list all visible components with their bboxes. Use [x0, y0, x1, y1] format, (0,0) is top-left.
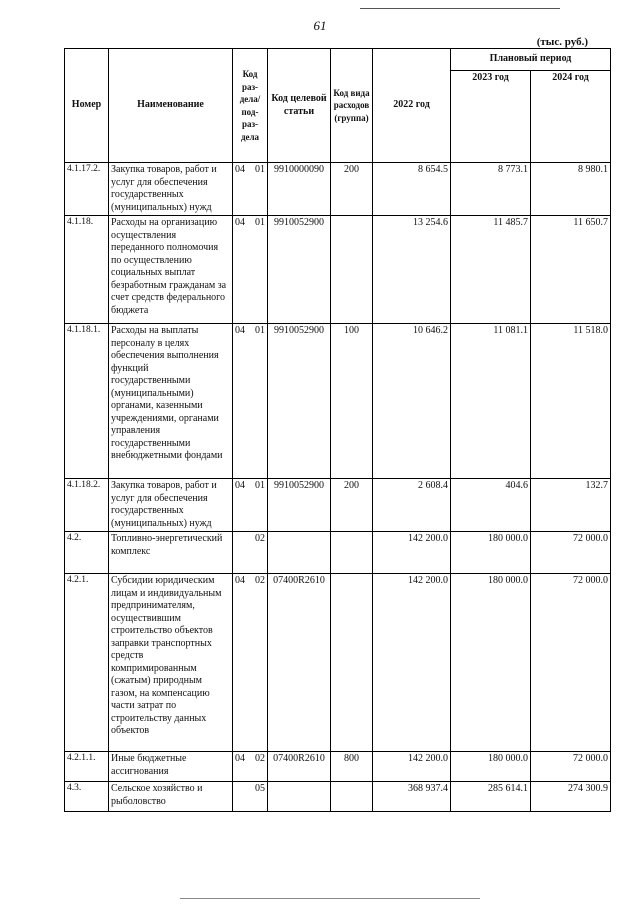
- row-target: 07400R2610: [268, 752, 331, 782]
- row-rz: 04: [233, 479, 249, 532]
- row-rz: 04: [233, 324, 249, 479]
- row-2022: 8 654.5: [373, 163, 451, 216]
- row-prz: 01: [249, 479, 268, 532]
- row-vid: [331, 216, 373, 324]
- row-rz: 04: [233, 163, 249, 216]
- row-vid: 200: [331, 163, 373, 216]
- row-prz: 02: [249, 574, 268, 752]
- table-row: [65, 574, 611, 752]
- row-name: Расходы на организацию осуществления переданного полномочия по осуществлению социальных выплат безработным гражданам за счет средств федерального бюджета: [109, 216, 233, 324]
- row-2022: 142 200.0: [373, 752, 451, 782]
- header-name: Наименование: [109, 49, 233, 163]
- row-vid: 100: [331, 324, 373, 479]
- row-target: 9910052900: [268, 479, 331, 532]
- row-2023: 11 485.7: [451, 216, 531, 324]
- row-num: 4.3.: [65, 782, 109, 812]
- row-name: Иные бюджетные ассигнования: [109, 752, 233, 782]
- row-rz: [233, 782, 249, 812]
- scan-mark: [360, 8, 560, 9]
- units-label: (тыс. руб.): [536, 36, 588, 48]
- row-target: 9910052900: [268, 216, 331, 324]
- row-rz: [233, 532, 249, 574]
- row-2023: 180 000.0: [451, 532, 531, 574]
- row-2023: 11 081.1: [451, 324, 531, 479]
- header-2022: 2022 год: [373, 49, 451, 163]
- row-num: 4.1.18.: [65, 216, 109, 324]
- row-2022: 142 200.0: [373, 574, 451, 752]
- row-vid: [331, 532, 373, 574]
- row-2024: 72 000.0: [531, 752, 611, 782]
- row-num: 4.1.18.1.: [65, 324, 109, 479]
- row-2022: 2 608.4: [373, 479, 451, 532]
- row-2022: 13 254.6: [373, 216, 451, 324]
- row-2024: 274 300.9: [531, 782, 611, 812]
- budget-table: [64, 48, 611, 812]
- table-row: [65, 163, 611, 216]
- header-num: Номер: [65, 49, 109, 163]
- row-name: Топливно-энергетический комплекс: [109, 532, 233, 574]
- row-num: 4.1.17.2.: [65, 163, 109, 216]
- row-rz: 04: [233, 574, 249, 752]
- row-prz: 01: [249, 163, 268, 216]
- table-row: [65, 324, 611, 479]
- row-2022: 142 200.0: [373, 532, 451, 574]
- row-name: Закупка товаров, работ и услуг для обеспечения государственных (муниципальных) нужд: [109, 163, 233, 216]
- table-row: [65, 216, 611, 324]
- row-target: [268, 782, 331, 812]
- row-2024: 11 650.7: [531, 216, 611, 324]
- header-vid: Код вида расходов (группа): [331, 49, 373, 163]
- row-2023: 285 614.1: [451, 782, 531, 812]
- row-num: 4.1.18.2.: [65, 479, 109, 532]
- row-name: Закупка товаров, работ и услуг для обеспечения государственных (муниципальных) нужд: [109, 479, 233, 532]
- table-row: [65, 752, 611, 782]
- row-prz: 05: [249, 782, 268, 812]
- row-vid: [331, 782, 373, 812]
- row-2024: 8 980.1: [531, 163, 611, 216]
- row-vid: 200: [331, 479, 373, 532]
- table-row: [65, 782, 611, 812]
- row-2024: 132.7: [531, 479, 611, 532]
- row-rz: 04: [233, 216, 249, 324]
- header-2023: 2023 год: [451, 71, 531, 163]
- page-number: 61: [313, 18, 327, 33]
- header-target: Код целевой статьи: [268, 49, 331, 163]
- row-2024: 11 518.0: [531, 324, 611, 479]
- header-razdel: Код раз-дела/ под-раз-дела: [233, 49, 268, 163]
- row-name: Субсидии юридическим лицам и индивидуальным предпринимателям, осуществившим строительство объектов заправки транспортных средств компримированным (сжатым) природным газом, на компенсацию части затрат по строительству данных объектов: [109, 574, 233, 752]
- row-vid: [331, 574, 373, 752]
- row-vid: 800: [331, 752, 373, 782]
- row-prz: 02: [249, 752, 268, 782]
- row-num: 4.2.1.1.: [65, 752, 109, 782]
- row-num: 4.2.1.: [65, 574, 109, 752]
- row-target: 9910000090: [268, 163, 331, 216]
- row-2023: 180 000.0: [451, 752, 531, 782]
- table-row: [65, 532, 611, 574]
- row-name: Сельское хозяйство и рыболовство: [109, 782, 233, 812]
- row-2023: 180 000.0: [451, 574, 531, 752]
- row-prz: 02: [249, 532, 268, 574]
- row-target: [268, 532, 331, 574]
- header-plan: Плановый период: [451, 49, 611, 71]
- row-num: 4.2.: [65, 532, 109, 574]
- row-target: 07400R2610: [268, 574, 331, 752]
- row-prz: 01: [249, 216, 268, 324]
- scan-mark-bottom: [180, 898, 480, 903]
- header-2024: 2024 год: [531, 71, 611, 163]
- row-2024: 72 000.0: [531, 532, 611, 574]
- row-rz: 04: [233, 752, 249, 782]
- table-row: [65, 479, 611, 532]
- row-name: Расходы на выплаты персоналу в целях обеспечения выполнения функций государственными (муниципальными) органами, казенными учреждениями, органами управления государственными внебюджетными фондами: [109, 324, 233, 479]
- row-target: 9910052900: [268, 324, 331, 479]
- row-2023: 8 773.1: [451, 163, 531, 216]
- row-2024: 72 000.0: [531, 574, 611, 752]
- row-2022: 368 937.4: [373, 782, 451, 812]
- row-prz: 01: [249, 324, 268, 479]
- row-2023: 404.6: [451, 479, 531, 532]
- row-2022: 10 646.2: [373, 324, 451, 479]
